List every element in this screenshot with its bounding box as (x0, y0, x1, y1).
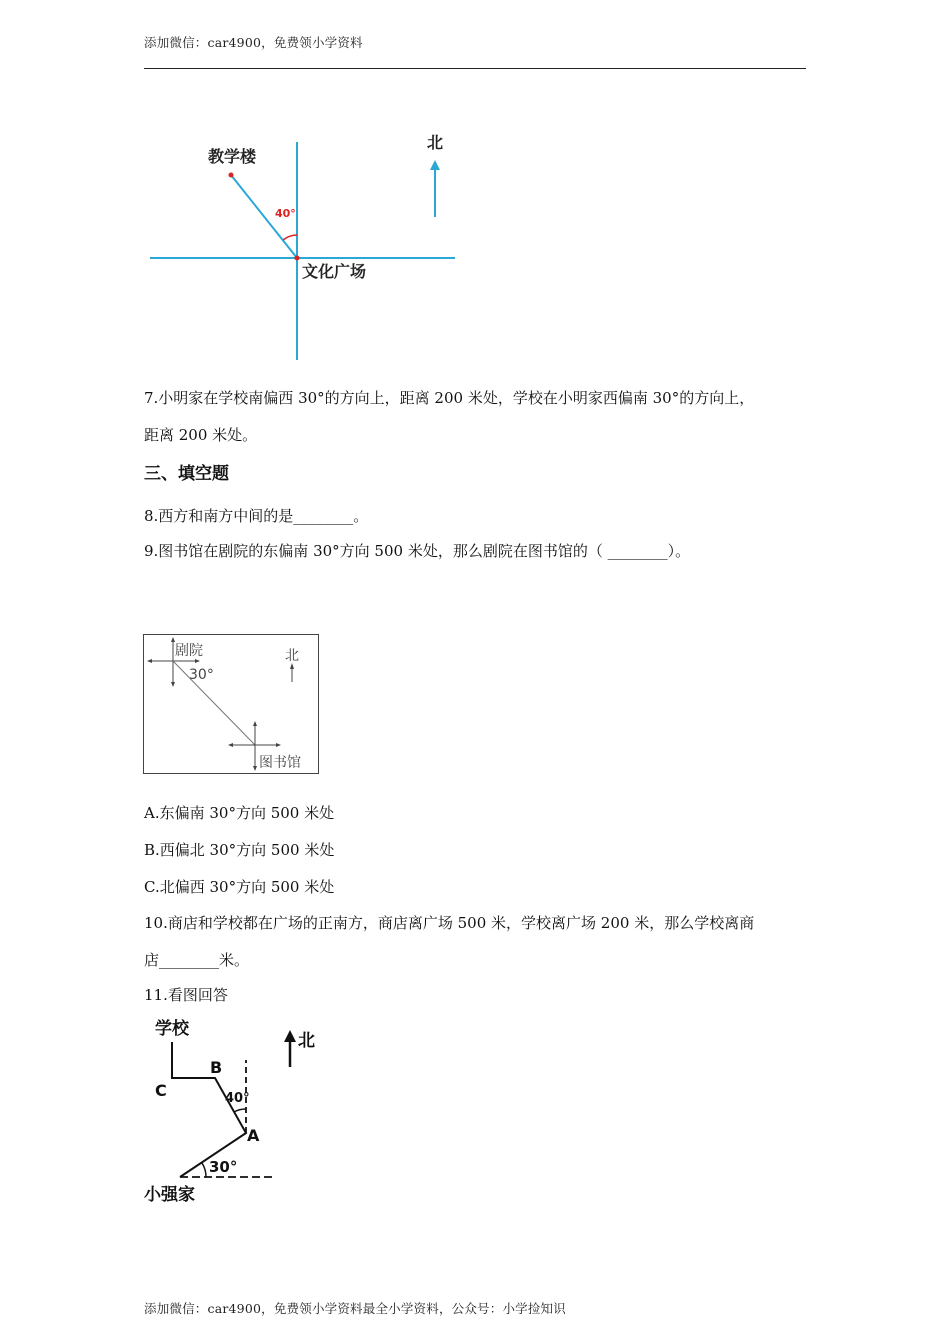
north-arrow-head (284, 1030, 296, 1042)
question-11: 11.看图回答 (144, 986, 228, 1004)
question-8: 8.西方和南方中间的是________。 (144, 507, 369, 525)
label-b: B (210, 1058, 223, 1077)
angle-label-40: 40° (225, 1091, 250, 1106)
figure-theater-library (143, 634, 321, 776)
header-rule (144, 68, 806, 69)
label-library: 图书馆 (259, 755, 301, 771)
question-10-line-1: 10.商店和学校都在广场的正南方，商店离广场 500 米，学校离广场 200 米，那么学校离商 (144, 914, 755, 932)
question-7-line-1: 7.小明家在学校南偏西 30°的方向上，距离 200 米处，学校在小明家西偏南 30°的方向上， (144, 389, 755, 407)
north-arrow-head (430, 160, 440, 170)
label-north: 北 (298, 1031, 315, 1051)
angle-arc-40 (234, 1109, 246, 1112)
page-footer: 添加微信：car4900，免费领小学资料最全小学资料，公众号：小学捡知识 (144, 1301, 566, 1316)
option-a: A.东偏南 30°方向 500 米处 (144, 804, 335, 822)
section-title: 三、填空题 (144, 464, 229, 484)
figure-route-map (140, 1012, 340, 1212)
label-home: 小强家 (144, 1185, 195, 1205)
angle-arc-30 (202, 1163, 206, 1177)
label-theater: 剧院 (175, 643, 203, 659)
label-north: 北 (285, 648, 299, 664)
label-a: A (247, 1126, 260, 1145)
question-9: 9.图书馆在剧院的东偏南 30°方向 500 米处，那么剧院在图书馆的（ ________）。 (144, 542, 691, 560)
connecting-line (173, 661, 255, 745)
building-point (229, 173, 234, 178)
angle-label: 30° (189, 667, 214, 683)
label-square: 文化广场 (302, 262, 367, 281)
label-north: 北 (427, 133, 444, 152)
angle-label: 40° (275, 207, 296, 220)
label-c: C (155, 1081, 167, 1100)
page-header: 添加微信：car4900，免费领小学资料 (144, 35, 363, 50)
label-building: 教学楼 (208, 147, 257, 166)
figure-school-square (140, 120, 470, 370)
option-b: B.西偏北 30°方向 500 米处 (144, 841, 335, 859)
label-school: 学校 (155, 1019, 189, 1039)
question-7-line-2: 距离 200 米处。 (144, 426, 258, 444)
angle-arc (283, 235, 297, 240)
option-c: C.北偏西 30°方向 500 米处 (144, 878, 335, 896)
origin-point (295, 256, 300, 261)
question-10-line-2: 店________米。 (144, 951, 250, 969)
route-path (172, 1042, 246, 1177)
angle-label-30: 30° (209, 1158, 238, 1176)
